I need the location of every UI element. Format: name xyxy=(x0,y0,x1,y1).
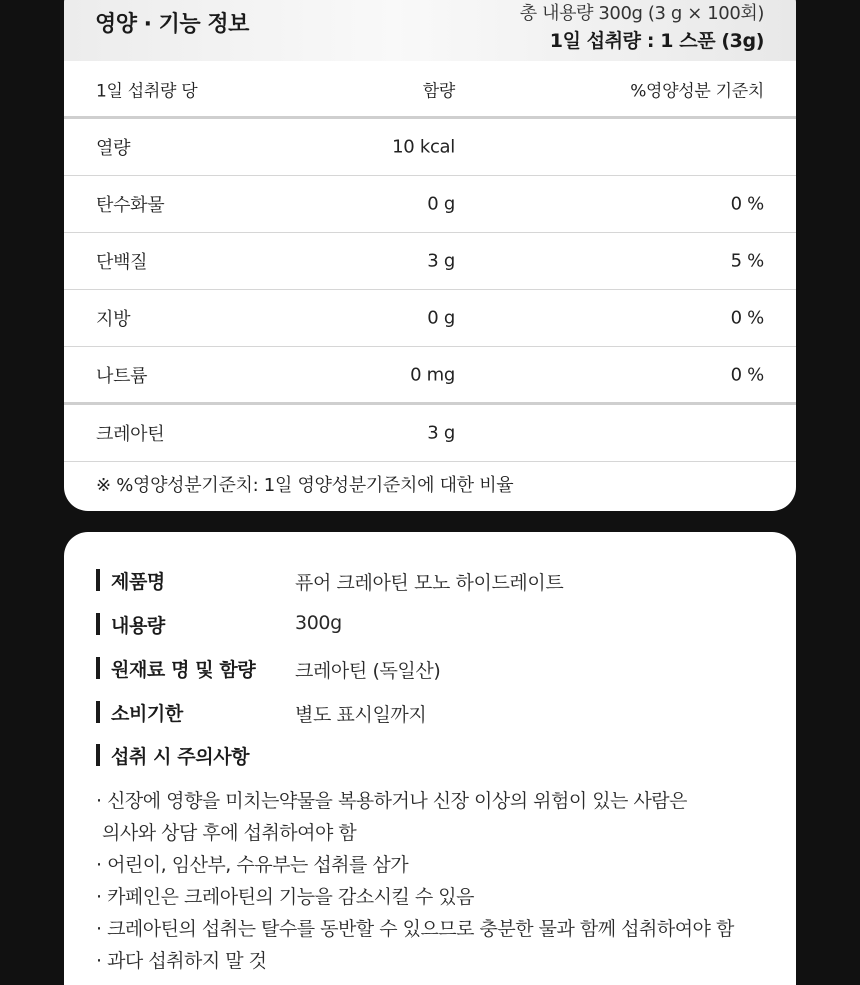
table-row xyxy=(64,233,796,290)
table-row xyxy=(64,290,796,347)
label-marker xyxy=(96,613,100,635)
nutrient-amount: 0 g xyxy=(427,193,455,215)
nutrient-name: 단백질 xyxy=(96,252,148,273)
table-row xyxy=(64,119,796,176)
column-header-percent: %영양성분 기준치 xyxy=(630,81,764,101)
label-marker xyxy=(96,657,100,679)
caution-text: · 카페인은 크레아틴의 기능을 감소시킬 수 있음 xyxy=(96,886,475,908)
label-marker xyxy=(96,744,100,766)
caution-text: · 신장에 영향을 미치는약물을 복용하거나 신장 이상의 위험이 있는 사람은 xyxy=(96,790,688,812)
table-row xyxy=(64,347,796,405)
list-item xyxy=(96,785,776,849)
column-header-basis: 1일 섭취량 당 xyxy=(96,81,198,101)
nutrition-title: 영양 · 기능 정보 xyxy=(95,12,249,37)
nutrient-percent: 0 % xyxy=(730,364,764,385)
nutrient-amount: 10 kcal xyxy=(392,136,455,158)
caution-text-continued: 의사와 상담 후에 섭취하여야 함 xyxy=(102,822,357,844)
caution-text: · 어린이, 임산부, 수유부는 섭취를 삼가 xyxy=(96,854,409,876)
caution-text: · 크레아틴의 섭취는 탈수를 동반할 수 있으므로 충분한 물과 함께 섭취하여야 함 xyxy=(96,918,734,940)
nutrition-header xyxy=(64,0,796,61)
nutrient-name: 탄수화물 xyxy=(96,195,165,216)
product-name-value: 퓨어 크레아틴 모노 하이드레이트 xyxy=(295,572,564,594)
list-item xyxy=(96,849,776,881)
functional-ingredient-name: 크레아틴 xyxy=(96,424,165,445)
nutrition-table xyxy=(64,61,796,462)
nutrient-percent: 0 % xyxy=(730,193,764,215)
functional-ingredient-amount: 3 g xyxy=(427,422,455,444)
ingredients-label: 원재료 명 및 함량 xyxy=(111,659,256,681)
caution-text: · 과다 섭취하지 말 것 xyxy=(96,950,267,972)
caution-label: 섭취 시 주의사항 xyxy=(111,746,250,768)
nutrient-amount: 0 mg xyxy=(410,364,455,385)
list-item xyxy=(96,913,776,945)
product-info-card xyxy=(64,532,796,985)
label-marker xyxy=(96,569,100,591)
nutrient-name: 나트륨 xyxy=(96,365,148,387)
nutrient-name: 지방 xyxy=(96,309,131,330)
nutrient-percent: 0 % xyxy=(730,307,764,329)
table-row xyxy=(64,176,796,233)
caution-list xyxy=(96,785,776,977)
label-marker xyxy=(96,701,100,723)
volume-label: 내용량 xyxy=(111,615,165,637)
nutrition-table-header xyxy=(64,61,796,119)
functional-ingredient-row xyxy=(64,405,796,462)
product-name-label: 제품명 xyxy=(111,571,165,593)
nutrient-amount: 3 g xyxy=(427,250,455,272)
nutrient-amount: 0 g xyxy=(427,307,455,329)
expiry-value: 별도 표시일까지 xyxy=(295,704,427,726)
list-item xyxy=(96,881,776,913)
nutrient-name: 열량 xyxy=(96,138,131,159)
total-content: 총 내용량 300g (3 g × 100회) xyxy=(519,3,764,24)
daily-value-note: ※ %영양성분기준치: 1일 영양성분기준치에 대한 비율 xyxy=(96,475,514,496)
list-item xyxy=(96,945,776,977)
column-header-amount: 함량 xyxy=(422,81,455,101)
nutrition-facts-card xyxy=(64,0,796,511)
expiry-label: 소비기한 xyxy=(111,703,183,725)
daily-serving: 1일 섭취량 : 1 스푼 (3g) xyxy=(549,30,764,52)
volume-value: 300g xyxy=(295,612,342,634)
ingredients-value: 크레아틴 (독일산) xyxy=(295,660,441,682)
nutrient-percent: 5 % xyxy=(730,250,764,272)
